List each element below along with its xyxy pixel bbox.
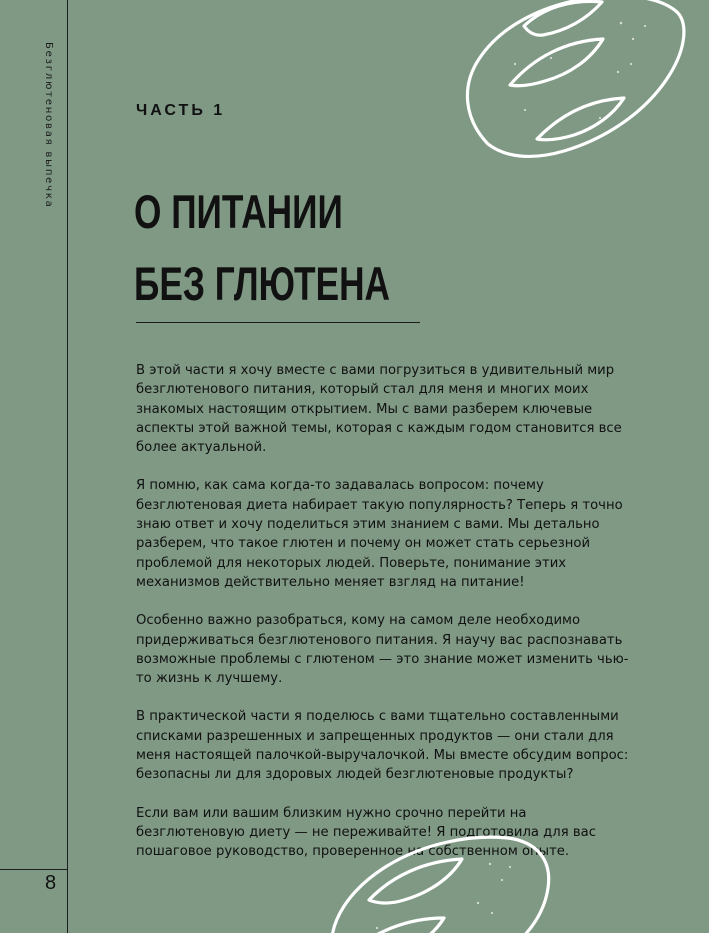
bread-loaf-icon: [312, 830, 552, 933]
page-number-divider: [0, 869, 67, 870]
chapter-title-line-1: О ПИТАНИИ: [134, 185, 343, 239]
running-title: Безглютеновая выпечка: [43, 42, 54, 209]
page-number: 8: [45, 872, 57, 894]
paragraph: Если вам или вашим близким нужно срочно перейти на безглютеновую диету — не переживайте! Я подготовила для вас пошаговое руководство, проверенное на собственном опыте.: [136, 805, 596, 860]
body-text: [136, 361, 634, 881]
paragraph: В практической части я поделюсь с вами тщательно составленными списками разрешенных и запрещенных продуктов — они стали для меня настоящей палочкой-выручалочкой. Мы вместе обсудим вопрос: безопасны ли для здоровых людей безглютеновые продукты?: [136, 709, 629, 783]
paragraph: Я помню, как сама когда-то задавалась вопросом: почему безглютеновая диета набирает такую популярность? Теперь я точно знаю ответ и хочу поделиться этим знанием с вами. Мы детально разберем, что такое глютен и почему он может стать серьезной проблемой для некоторых людей. Поверьте, понимание этих механизмов действительно меняет взгляд на питание!: [136, 478, 623, 590]
chapter-label: ЧАСТЬ 1: [136, 102, 226, 119]
bread-loaf-icon: [455, 0, 685, 162]
paragraph: Особенно важно разобраться, кому на самом деле необходимо придерживаться безглютенового питания. Я научу вас распознавать возможные проблемы с глютеном — это знание может изменить чью-то жизнь к лучшему.: [136, 613, 629, 687]
title-underline: [136, 322, 420, 323]
vertical-rule: [67, 0, 68, 933]
chapter-title-line-2: БЕЗ ГЛЮТЕНА: [134, 257, 390, 311]
chapter-title: [134, 176, 449, 320]
side-strip: [0, 0, 68, 933]
paragraph: В этой части я хочу вместе с вами погрузиться в удивительный мир безглютенового питания, который стал для меня и многих моих знакомых настоящим открытием. Мы с вами разберем ключевые аспекты этой важной темы, которая с каждым годом становится все более актуальной.: [136, 363, 622, 456]
